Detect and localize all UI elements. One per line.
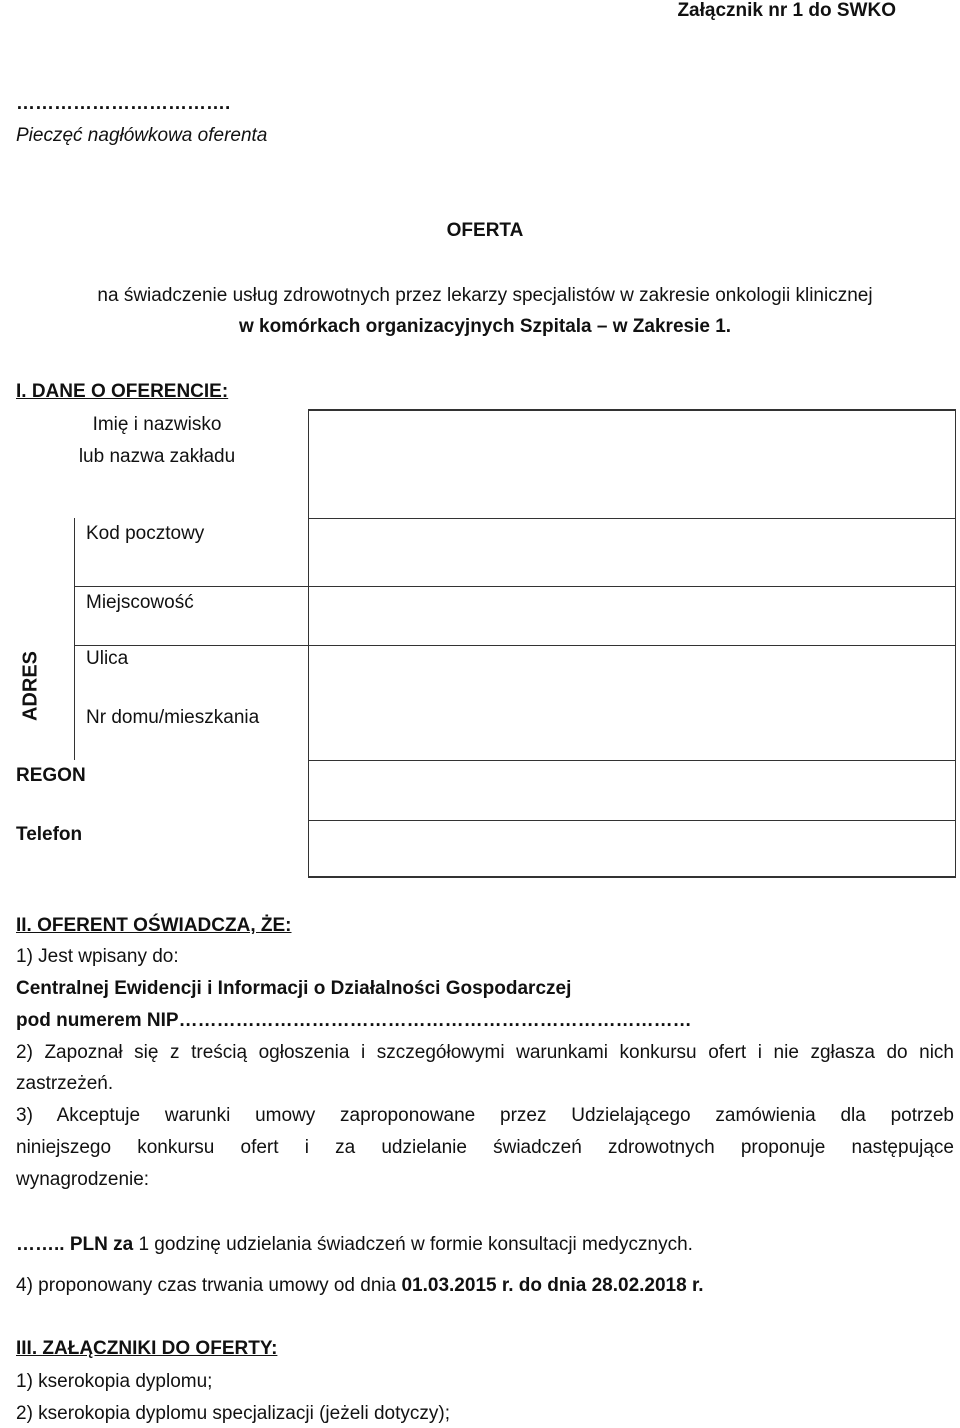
stamp-dots: ……………………………. — [16, 93, 231, 114]
regon-label: REGON — [16, 765, 86, 786]
address-group-label: ADRES — [19, 650, 42, 722]
contract-period-prefix: 4) proponowany czas trwania umowy od dnia — [16, 1275, 402, 1296]
title-line-2: w komórkach organizacyjnych Szpitala – w Zakresie 1. — [238, 316, 732, 337]
table-border-top — [308, 409, 956, 411]
price-dots: …….. — [16, 1234, 65, 1255]
contract-end-date: 28.02.2018 r. — [591, 1275, 704, 1296]
contract-period-mid: do dnia — [513, 1275, 592, 1296]
section-1-heading: I. DANE O OFERENCIE: — [16, 381, 229, 402]
nip-dots: ……………………………………………………………………… — [178, 1010, 692, 1031]
nip-line — [16, 1010, 692, 1032]
attachment-item-1: 1) kserokopia dyplomu; — [16, 1371, 213, 1392]
table-row-divider — [74, 586, 956, 587]
table-row-divider — [308, 518, 956, 519]
title-line-1: na świadczenie usług zdrowotnych przez lekarzy specjalistów w zakresie onkologii klinicznej — [97, 285, 873, 306]
statement-item-3-line-2: niniejszego konkursu ofert i za udzielanie świadczeń zdrowotnych proponuje następujące — [16, 1137, 954, 1158]
stamp-label: Pieczęć nagłówkowa oferenta — [16, 125, 268, 146]
table-border-right — [955, 409, 956, 878]
street-label: Ulica — [86, 648, 129, 669]
table-row-divider — [74, 645, 956, 646]
statement-item-2-line-2: zastrzeżeń. — [16, 1073, 114, 1094]
statement-item-3-line-3: wynagrodzenie: — [16, 1169, 150, 1190]
registry-name: Centralnej Ewidencji i Informacji o Działalności Gospodarczej — [16, 978, 572, 999]
statement-item-3-line-1: 3) Akceptuje warunki umowy zaproponowane przez Udzielającego zamówienia dla potrzeb — [16, 1105, 954, 1126]
table-border-bottom — [308, 876, 956, 878]
name-label-line-1: Imię i nazwisko — [92, 414, 222, 435]
statement-item-1: 1) Jest wpisany do: — [16, 946, 179, 967]
document-title: OFERTA — [446, 220, 524, 241]
table-row-divider — [308, 760, 956, 761]
section-2-heading: II. OFERENT OŚWIADCZA, ŻE: — [16, 915, 292, 936]
name-label-line-2: lub nazwa zakładu — [78, 446, 236, 467]
statement-item-2-line-1: 2) Zapoznał się z treścią ogłoszenia i szczegółowymi warunkami konkursu ofert i nie zgłasza do nich — [16, 1042, 954, 1063]
postal-code-label: Kod pocztowy — [86, 523, 205, 544]
price-currency: PLN za — [64, 1234, 134, 1255]
house-number-label: Nr domu/mieszkania — [86, 707, 260, 728]
price-description: 1 godzinę udzielania świadczeń w formie konsultacji medycznych. — [133, 1234, 693, 1255]
nip-label: pod numerem NIP — [16, 1010, 179, 1031]
contract-period-line — [16, 1275, 704, 1297]
table-row-divider — [308, 820, 956, 821]
contract-start-date: 01.03.2015 r. — [401, 1275, 514, 1296]
attachment-item-2: 2) kserokopia dyplomu specjalizacji (jeżeli dotyczy); — [16, 1403, 451, 1424]
section-3-heading: III. ZAŁĄCZNIKI DO OFERTY: — [16, 1338, 278, 1359]
annex-label: Załącznik nr 1 do SWKO — [677, 0, 896, 21]
table-column-divider — [308, 409, 309, 878]
city-label: Miejscowość — [86, 592, 194, 613]
address-inner-divider — [74, 518, 75, 760]
phone-label: Telefon — [16, 824, 83, 845]
price-line — [16, 1234, 693, 1256]
